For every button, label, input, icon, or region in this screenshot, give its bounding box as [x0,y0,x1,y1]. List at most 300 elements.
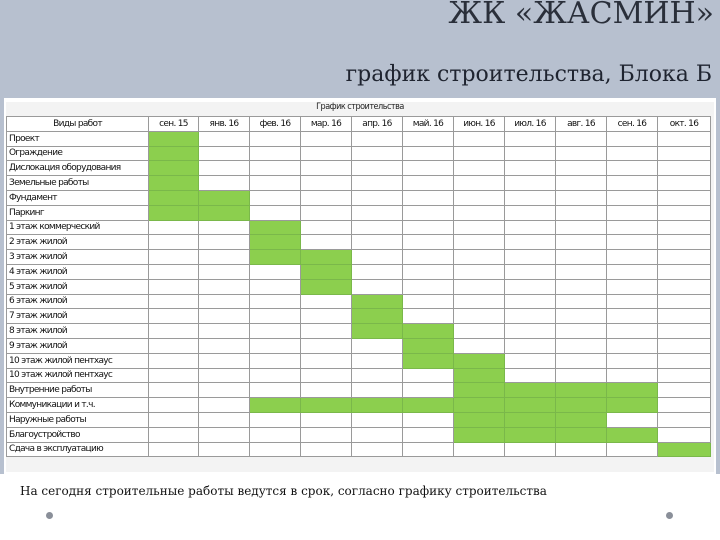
gantt-empty-cell [301,235,352,250]
gantt-empty-cell [403,294,454,309]
gantt-empty-cell [607,368,658,383]
gantt-empty-cell [352,353,403,368]
gantt-empty-cell [454,146,505,161]
month-header: сен. 16 [607,117,658,132]
gantt-empty-cell [352,161,403,176]
gantt-empty-cell [658,250,711,265]
work-type-label: 2 этаж жилой [7,235,149,250]
gantt-bar-cell [403,353,454,368]
gantt-bar-cell [454,412,505,427]
table-row [7,398,711,413]
gantt-empty-cell [403,279,454,294]
month-header: авг. 16 [556,117,607,132]
gantt-empty-cell [301,442,352,457]
gantt-empty-cell [352,442,403,457]
gantt-empty-cell [250,294,301,309]
page-title: ЖК «ЖАСМИН» [448,0,714,31]
gantt-empty-cell [199,353,250,368]
gantt-empty-cell [454,176,505,191]
work-type-label: 7 этаж жилой [7,309,149,324]
gantt-empty-cell [352,412,403,427]
gantt-empty-cell [403,205,454,220]
gantt-empty-cell [556,353,607,368]
table-row [7,368,711,383]
gantt-empty-cell [658,279,711,294]
gantt-empty-cell [454,279,505,294]
gantt-empty-cell [607,190,658,205]
gantt-empty-cell [454,190,505,205]
gantt-empty-cell [301,338,352,353]
table-row [7,176,711,191]
table-row [7,161,711,176]
gantt-empty-cell [658,146,711,161]
gantt-bar-cell [403,324,454,339]
gantt-empty-cell [199,398,250,413]
gantt-empty-cell [505,190,556,205]
gantt-empty-cell [301,294,352,309]
gantt-empty-cell [556,368,607,383]
table-row [7,235,711,250]
gantt-empty-cell [250,324,301,339]
gantt-bar-cell [352,309,403,324]
month-header: май. 16 [403,117,454,132]
table-row [7,220,711,235]
work-type-label: 1 этаж коммерческий [7,220,149,235]
month-header: сен. 15 [149,117,199,132]
gantt-empty-cell [199,412,250,427]
gantt-empty-cell [454,264,505,279]
table-row [7,353,711,368]
gantt-bar-cell [607,383,658,398]
gantt-bar-cell [505,427,556,442]
gantt-empty-cell [607,250,658,265]
gantt-empty-cell [454,294,505,309]
table-row [7,324,711,339]
gantt-bar-cell [454,368,505,383]
gantt-empty-cell [301,161,352,176]
gantt-empty-cell [250,442,301,457]
gantt-empty-cell [149,279,199,294]
gantt-empty-cell [301,190,352,205]
gantt-empty-cell [250,412,301,427]
gantt-empty-cell [352,427,403,442]
gantt-empty-cell [607,412,658,427]
gantt-empty-cell [607,146,658,161]
gantt-bar-cell [403,398,454,413]
gantt-empty-cell [149,235,199,250]
gantt-empty-cell [301,353,352,368]
gantt-bar-cell [658,442,711,457]
month-header: янв. 16 [199,117,250,132]
work-type-label: 6 этаж жилой [7,294,149,309]
gantt-empty-cell [454,309,505,324]
gantt-bar-cell [301,250,352,265]
gantt-empty-cell [403,264,454,279]
gantt-empty-cell [199,442,250,457]
gantt-bar-cell [301,398,352,413]
gantt-bar-cell [250,220,301,235]
gantt-bar-cell [250,235,301,250]
gantt-empty-cell [556,146,607,161]
gantt-empty-cell [403,146,454,161]
gantt-empty-cell [199,250,250,265]
gantt-empty-cell [556,264,607,279]
gantt-empty-cell [556,190,607,205]
gantt-body [7,131,711,457]
gantt-empty-cell [658,412,711,427]
gantt-empty-cell [149,442,199,457]
work-type-label: 3 этаж жилой [7,250,149,265]
gantt-empty-cell [607,294,658,309]
gantt-empty-cell [658,398,711,413]
gantt-empty-cell [199,294,250,309]
gantt-empty-cell [403,442,454,457]
gantt-empty-cell [199,279,250,294]
gantt-empty-cell [352,368,403,383]
gantt-empty-cell [403,176,454,191]
gantt-bar-cell [454,427,505,442]
gantt-empty-cell [607,161,658,176]
gantt-empty-cell [556,442,607,457]
gantt-bar-cell [556,412,607,427]
gantt-empty-cell [301,412,352,427]
gantt-empty-cell [556,220,607,235]
right-frame-rule [716,98,720,474]
gantt-empty-cell [403,309,454,324]
gantt-empty-cell [403,383,454,398]
table-row [7,205,711,220]
gantt-bar-cell [301,264,352,279]
gantt-empty-cell [352,220,403,235]
gantt-empty-cell [352,383,403,398]
gantt-empty-cell [301,427,352,442]
gantt-empty-cell [352,264,403,279]
gantt-empty-cell [199,338,250,353]
gantt-empty-cell [505,146,556,161]
gantt-empty-cell [505,264,556,279]
gantt-empty-cell [658,294,711,309]
gantt-empty-cell [556,161,607,176]
gantt-bar-cell [301,279,352,294]
gantt-bar-cell [607,398,658,413]
work-type-label: 4 этаж жилой [7,264,149,279]
gantt-empty-cell [301,176,352,191]
gantt-empty-cell [352,190,403,205]
work-type-label: Проект [7,131,149,146]
month-header: июн. 16 [454,117,505,132]
table-row [7,338,711,353]
month-header: апр. 16 [352,117,403,132]
gantt-empty-cell [149,250,199,265]
gantt-empty-cell [301,368,352,383]
gantt-empty-cell [454,235,505,250]
gantt-empty-cell [403,427,454,442]
gantt-empty-cell [352,338,403,353]
gantt-bar-cell [454,383,505,398]
gantt-empty-cell [505,250,556,265]
gantt-empty-cell [403,250,454,265]
gantt-empty-cell [352,205,403,220]
gantt-bar-cell [352,294,403,309]
gantt-empty-cell [149,383,199,398]
gantt-empty-cell [250,161,301,176]
gantt-empty-cell [505,279,556,294]
gantt-empty-cell [250,176,301,191]
work-type-label: Наружные работы [7,412,149,427]
table-row [7,190,711,205]
gantt-empty-cell [199,368,250,383]
gantt-empty-cell [658,309,711,324]
gantt-empty-cell [250,353,301,368]
month-header: мар. 16 [301,117,352,132]
table-row [7,264,711,279]
table-row [7,131,711,146]
work-type-label: Земельные работы [7,176,149,191]
gantt-bar-cell [199,205,250,220]
gantt-empty-cell [250,131,301,146]
gantt-empty-cell [658,264,711,279]
gantt-empty-cell [149,368,199,383]
gantt-empty-cell [352,279,403,294]
table-row [7,383,711,398]
gantt-empty-cell [250,427,301,442]
gantt-bar-cell [149,146,199,161]
gantt-empty-cell [250,146,301,161]
gantt-empty-cell [505,131,556,146]
gantt-empty-cell [556,338,607,353]
gantt-bar-cell [505,398,556,413]
gantt-empty-cell [149,294,199,309]
gantt-empty-cell [658,427,711,442]
gantt-empty-cell [403,412,454,427]
gantt-bar-cell [149,161,199,176]
gantt-empty-cell [505,324,556,339]
month-header: июл. 16 [505,117,556,132]
gantt-empty-cell [199,161,250,176]
work-type-label: Сдача в эксплуатацию [7,442,149,457]
page-subtitle: график строительства, Блока Б [345,62,712,87]
work-type-label: Парκинг [7,205,149,220]
gantt-empty-cell [505,338,556,353]
gantt-empty-cell [301,383,352,398]
gantt-empty-cell [149,338,199,353]
gantt-empty-cell [199,176,250,191]
gantt-empty-cell [250,338,301,353]
gantt-empty-cell [658,235,711,250]
gantt-header-row [7,117,711,132]
gantt-empty-cell [607,131,658,146]
table-row [7,412,711,427]
gantt-empty-cell [607,353,658,368]
gantt-empty-cell [658,353,711,368]
month-header: окт. 16 [658,117,711,132]
table-row [7,309,711,324]
gantt-bar-cell [149,131,199,146]
gantt-empty-cell [199,324,250,339]
gantt-empty-cell [505,442,556,457]
work-type-label: 8 этаж жилой [7,324,149,339]
gantt-empty-cell [250,190,301,205]
gantt-empty-cell [454,250,505,265]
gantt-empty-cell [454,324,505,339]
work-type-label: Дислокация оборудования [7,161,149,176]
gantt-empty-cell [250,383,301,398]
gantt-empty-cell [658,324,711,339]
gantt-empty-cell [454,220,505,235]
gantt-empty-cell [607,309,658,324]
gantt-empty-cell [505,309,556,324]
gantt-bar-cell [199,190,250,205]
gantt-empty-cell [658,161,711,176]
gantt-empty-cell [149,427,199,442]
gantt-empty-cell [403,368,454,383]
gantt-empty-cell [199,235,250,250]
gantt-empty-cell [199,427,250,442]
gantt-empty-cell [607,220,658,235]
gantt-empty-cell [556,205,607,220]
work-type-label: 5 этаж жилой [7,279,149,294]
gantt-bar-cell [403,338,454,353]
gantt-empty-cell [658,368,711,383]
gantt-empty-cell [301,205,352,220]
gantt-empty-cell [505,368,556,383]
gantt-empty-cell [505,220,556,235]
gantt-empty-cell [607,324,658,339]
gantt-bar-cell [505,383,556,398]
gantt-empty-cell [301,220,352,235]
gantt-empty-cell [607,205,658,220]
gantt-empty-cell [556,309,607,324]
gantt-empty-cell [403,161,454,176]
gantt-empty-cell [556,176,607,191]
gantt-bar-cell [505,412,556,427]
gantt-empty-cell [556,324,607,339]
gantt-empty-cell [658,383,711,398]
gantt-bar-cell [250,250,301,265]
gantt-empty-cell [454,161,505,176]
gantt-empty-cell [556,235,607,250]
bullet-dot-icon [666,512,673,519]
gantt-empty-cell [149,412,199,427]
gantt-table [6,116,711,457]
gantt-title: График строительства [316,102,404,112]
gantt-empty-cell [250,309,301,324]
gantt-empty-cell [505,176,556,191]
gantt-empty-cell [199,220,250,235]
gantt-empty-cell [199,146,250,161]
gantt-bar-cell [250,398,301,413]
gantt-empty-cell [149,264,199,279]
gantt-empty-cell [301,131,352,146]
gantt-bar-cell [352,324,403,339]
gantt-empty-cell [352,235,403,250]
table-row [7,279,711,294]
table-row [7,442,711,457]
gantt-empty-cell [454,205,505,220]
gantt-empty-cell [352,176,403,191]
gantt-empty-cell [556,279,607,294]
gantt-empty-cell [199,264,250,279]
gantt-empty-cell [149,324,199,339]
work-type-label: 10 этаж жилой пентхаус [7,368,149,383]
gantt-empty-cell [250,264,301,279]
work-type-label: Ограждение [7,146,149,161]
column-header-work-types: Виды работ [7,117,149,132]
gantt-empty-cell [250,368,301,383]
gantt-empty-cell [199,383,250,398]
gantt-bar-cell [149,205,199,220]
month-header: фев. 16 [250,117,301,132]
work-type-label: 10 этаж жилой пентхаус [7,353,149,368]
gantt-bar-cell [556,427,607,442]
gantt-empty-cell [556,250,607,265]
gantt-empty-cell [556,294,607,309]
gantt-bar-cell [454,398,505,413]
work-type-label: Благоустройство [7,427,149,442]
work-type-label: Фундамент [7,190,149,205]
gantt-empty-cell [352,131,403,146]
gantt-empty-cell [505,294,556,309]
gantt-empty-cell [658,338,711,353]
gantt-empty-cell [403,190,454,205]
gantt-bar-cell [556,398,607,413]
gantt-empty-cell [199,131,250,146]
gantt-empty-cell [454,338,505,353]
gantt-empty-cell [607,176,658,191]
work-type-label: Внутренние работы [7,383,149,398]
gantt-empty-cell [607,264,658,279]
gantt-empty-cell [658,205,711,220]
work-type-label: Коммуникации и т.ч. [7,398,149,413]
gantt-empty-cell [505,161,556,176]
gantt-empty-cell [301,146,352,161]
gantt-empty-cell [149,353,199,368]
gantt-empty-cell [352,250,403,265]
gantt-empty-cell [658,190,711,205]
gantt-empty-cell [607,442,658,457]
gantt-empty-cell [505,353,556,368]
gantt-empty-cell [607,235,658,250]
gantt-empty-cell [505,235,556,250]
gantt-empty-cell [556,131,607,146]
footer-note: На сегодня строительные работы ведутся в срок, согласно графику строительства [20,484,547,498]
gantt-bar-cell [607,427,658,442]
gantt-bar-cell [454,353,505,368]
table-row [7,427,711,442]
gantt-empty-cell [250,279,301,294]
gantt-empty-cell [403,131,454,146]
gantt-empty-cell [301,309,352,324]
gantt-empty-cell [607,338,658,353]
gantt-empty-cell [149,309,199,324]
gantt-bar-cell [149,190,199,205]
left-frame-rule [0,98,4,474]
gantt-empty-cell [199,309,250,324]
gantt-empty-cell [658,131,711,146]
gantt-bar-cell [556,383,607,398]
gantt-empty-cell [403,220,454,235]
gantt-empty-cell [658,220,711,235]
table-row [7,250,711,265]
gantt-empty-cell [149,220,199,235]
gantt-bar-cell [149,176,199,191]
gantt-empty-cell [454,442,505,457]
gantt-bar-cell [352,398,403,413]
table-row [7,294,711,309]
gantt-empty-cell [454,131,505,146]
work-type-label: 9 этаж жилой [7,338,149,353]
gantt-empty-cell [352,146,403,161]
